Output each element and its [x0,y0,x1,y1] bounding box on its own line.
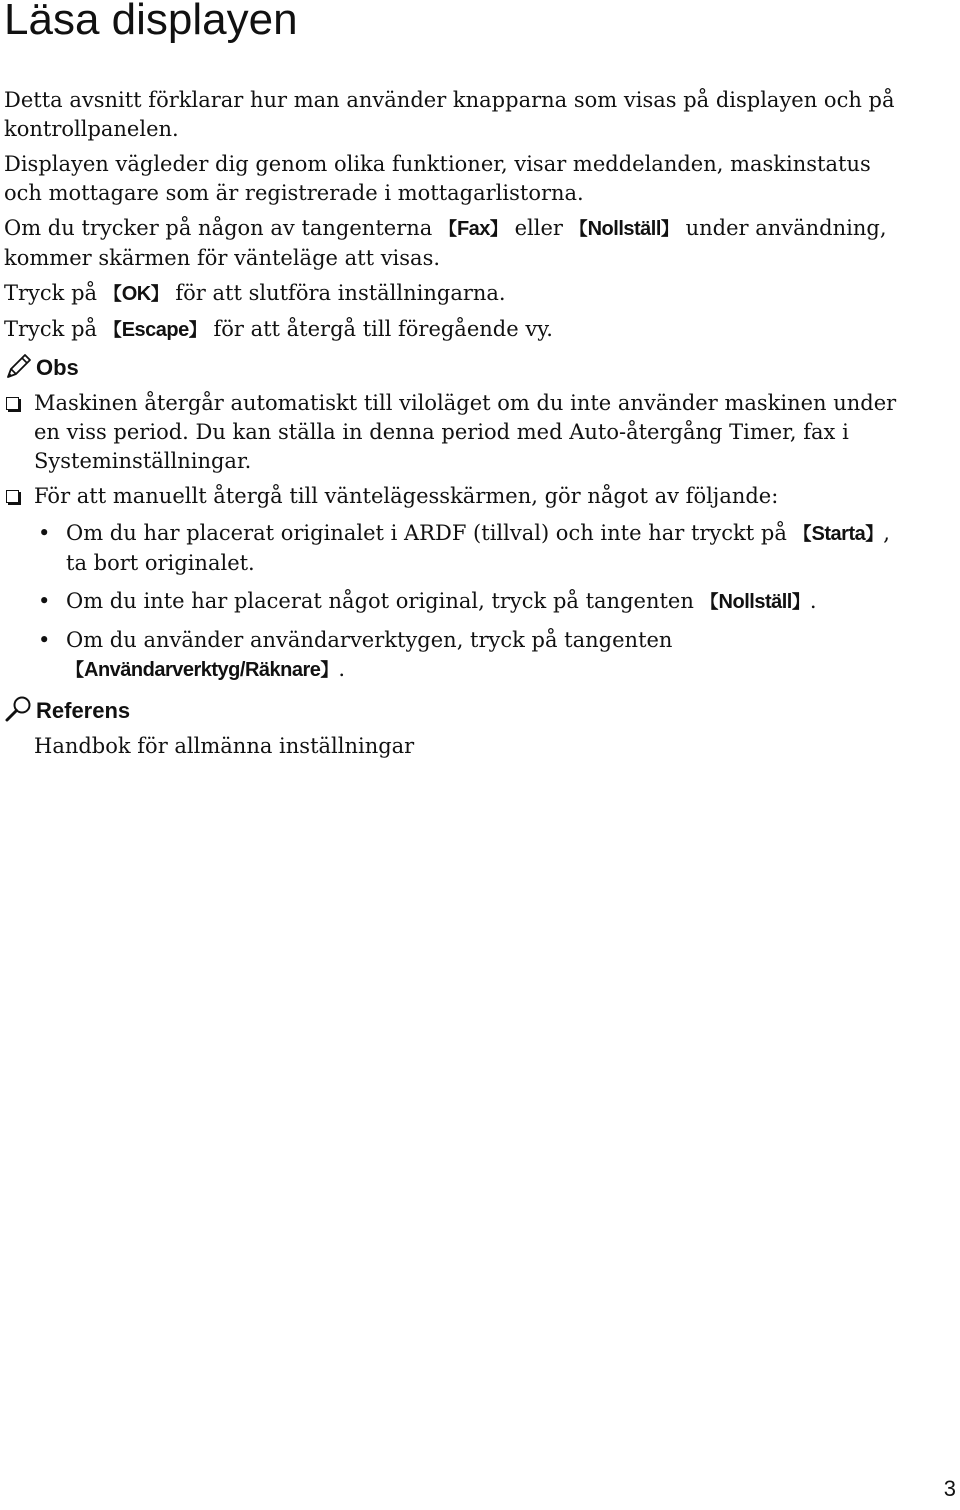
bullet-item-1-text-b: , ta bort originalet. [66,521,890,575]
key-bracket-open: 【 [103,320,122,341]
key-bracket-close: 】 [150,284,169,305]
intro-paragraph-3 [4,214,898,273]
note-heading [4,351,898,385]
key-bracket-open: 【 [66,660,84,681]
reference-heading [4,694,898,728]
pencil-icon [4,351,34,385]
bullet-item-2-text-a: Om du inte har placerat något original, tryck på tangenten [66,589,701,613]
key-nollstall: Nollställ [587,218,661,240]
bullet-item-2-text-b: . [809,589,817,613]
intro-paragraph-3-text-b: eller [507,216,570,240]
intro-paragraph-5 [4,315,898,345]
key-bracket-close: 】 [489,219,508,240]
page-number: 3 [943,1476,956,1501]
key-bracket-open: 【 [569,219,588,240]
intro-paragraph-1: Detta avsnitt förklarar hur man använder knapparna som visas på displayen och på kontrollpanelen. [4,88,895,141]
bullet-item-2 [4,587,898,617]
bullet-item-1-text-a: Om du har placerat originalet i ARDF (tillval) och inte har tryckt på [66,521,794,545]
key-bracket-open: 【 [438,219,457,240]
key-anvandarverktyg-raknare: Användarverktyg/Räknare [84,659,321,681]
page-title: Läsa displayen [4,0,298,44]
note-item-2-text: För att manuellt återgå till väntelägesskärmen, gör något av följande: [34,484,779,508]
key-bracket-close: 】 [660,219,679,240]
note-item-2 [4,482,898,511]
reference-text: Handbok för allmänna inställningar [34,734,415,758]
bullet-item-3-text-b: . [338,657,346,681]
intro-paragraph-2: Displayen vägleder dig genom olika funktioner, visar meddelanden, maskinstatus och mottagare som är registrerade i mottagarlistorna. [4,152,871,205]
intro-paragraph-3-text-c: under användning, kommer skärmen för vänteläge att visas. [4,216,887,270]
reference-heading-label: Referens [36,698,131,723]
intro-paragraph-5-text-b: för att återgå till föregående vy. [206,317,553,341]
note-item-1-text: Maskinen återgår automatiskt till viloläget om du inte använder maskinen under en viss period. Du kan ställa in denna period med Auto-återgång Timer, fax i Systeminställningar. [34,391,897,473]
key-escape: Escape [121,319,189,341]
magnifier-icon [4,694,34,728]
bullet-dot: • [38,628,51,652]
intro-paragraph-4-text-a: Tryck på [4,281,104,305]
key-bracket-open: 【 [103,284,122,305]
checkbox-icon [6,490,19,503]
note-heading-label: Obs [36,355,79,380]
page-content [4,86,898,761]
key-bracket-open: 【 [700,592,719,613]
bullet-dot: • [38,589,51,613]
intro-paragraph-3-text-a: Om du trycker på någon av tangenterna [4,216,439,240]
key-bracket-close: 】 [791,592,810,613]
key-bracket-close: 】 [865,524,884,545]
key-bracket-open: 【 [793,524,812,545]
intro-paragraph-4 [4,279,898,309]
key-bracket-close: 】 [188,320,207,341]
bullet-item-1 [4,519,898,578]
bullet-dot: • [38,521,51,545]
key-nollstall: Nollställ [718,591,792,613]
key-fax: Fax [456,218,490,240]
bullet-item-3 [4,626,898,685]
note-item-1 [4,389,898,476]
intro-paragraph-4-text-b: för att slutföra inställningarna. [168,281,506,305]
checkbox-icon [6,397,19,410]
key-ok: OK [121,283,151,305]
key-bracket-close: 】 [320,660,339,681]
key-starta: Starta [811,523,866,545]
bullet-item-3-text-a: Om du använder användarverktygen, tryck på tangenten [66,628,673,652]
intro-paragraph-5-text-a: Tryck på [4,317,104,341]
note-bullet-list [4,519,898,685]
